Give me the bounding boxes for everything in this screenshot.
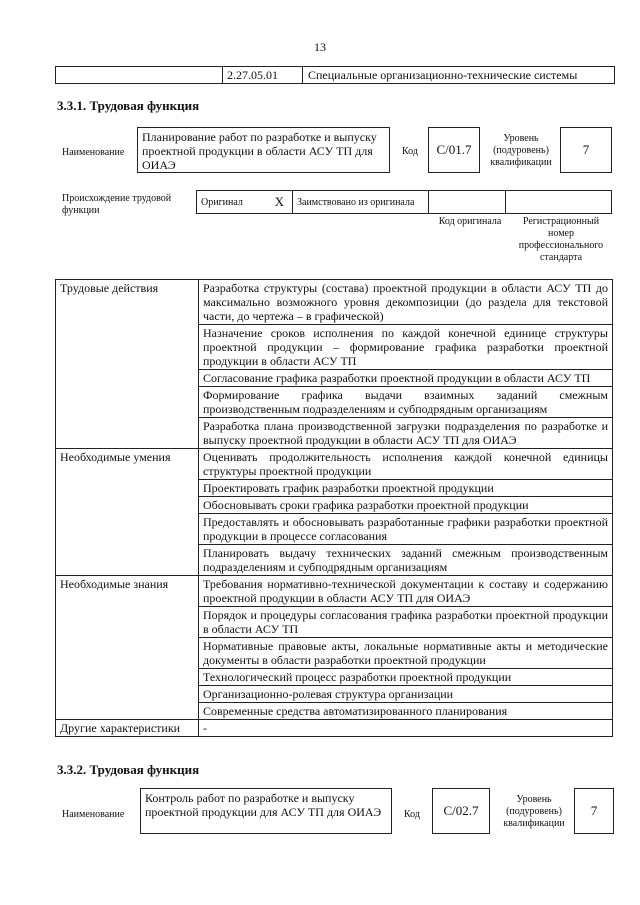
section-heading-2: 3.3.2. Трудовая функция <box>57 762 200 777</box>
labor-action-item: Назначение сроков исполнения по каждой конечной единице структуры проектной продукции – формирование графика разработки проектной продукции в области АСУ ТП <box>199 325 613 370</box>
knowledge-item: Нормативные правовые акты, локальные нормативные акты и методические документы в области разработки проектной продукции <box>199 638 613 669</box>
original-label: Оригинал <box>201 196 243 208</box>
skill-item: Оценивать продолжительность исполнения каждой конечной единицы структуры проектной продукции <box>199 449 613 480</box>
name-label-1: Наименование <box>62 147 125 158</box>
labor-action-item: Согласование графика разработки проектной продукции в области АСУ ТП <box>199 370 613 387</box>
knowledge-item: Порядок и процедуры согласования графика разработки проектной продукции в области АСУ ТП <box>199 607 613 638</box>
skills-label: Необходимые умения <box>56 449 199 576</box>
knowledge-item: Организационно-ролевая структура организации <box>199 686 613 703</box>
other-value: - <box>199 720 613 737</box>
skill-item: Проектировать график разработки проектной продукции <box>199 480 613 497</box>
header-strip <box>55 66 615 84</box>
borrowed-label: Заимствовано из оригинала <box>293 191 429 213</box>
labor-actions-label: Трудовые действия <box>56 280 199 449</box>
code-label-1: Код <box>402 146 418 157</box>
name-value-1: Планирование работ по разработке и выпуску проектной продукции в области АСУ ТП для ОИАЭ <box>137 127 390 173</box>
code-label-2: Код <box>404 809 420 820</box>
other-label: Другие характеристики <box>56 720 199 737</box>
header-title: Специальные организационно-технические системы <box>308 68 578 82</box>
origin-box <box>196 190 612 214</box>
code-original-cell <box>429 191 506 213</box>
code-value-1: C/01.7 <box>428 127 480 173</box>
knowledge-item: Требования нормативно-технической документации к составу и содержанию проектной продукции в области АСУ ТП для ОИАЭ <box>199 576 613 607</box>
labor-action-item: Разработка плана производственной загрузки подразделения по разработке и выпуску проектной продукции в области АСУ ТП для ОИАЭ <box>199 418 613 449</box>
original-cell <box>197 191 293 213</box>
labor-action-item: Разработка структуры (состава) проектной продукции в области АСУ ТП до максимально возможного уровня декомпозиции (до раздела для текстовой части, до чертежа – в графической) <box>199 280 613 325</box>
knowledge-label: Необходимые знания <box>56 576 199 720</box>
knowledge-item: Технологический процесс разработки проектной продукции <box>199 669 613 686</box>
code-value-2: C/02.7 <box>432 788 490 834</box>
name-label-2: Наименование <box>62 809 125 820</box>
knowledge-item: Современные средства автоматизированного планирования <box>199 703 613 720</box>
original-mark: X <box>274 194 284 209</box>
header-code: 2.27.05.01 <box>223 67 303 83</box>
level-label-1: Уровень (подуровень) квалификации <box>490 133 552 168</box>
labor-action-item: Формирование графика выдачи взаимных заданий смежным производственным подразделениям и субподрядным организациям <box>199 387 613 418</box>
function-table <box>55 279 613 737</box>
section-heading-1: 3.3.1. Трудовая функция <box>57 98 200 113</box>
skill-item: Обосновывать сроки графика разработки проектной продукции <box>199 497 613 514</box>
reg-number-cell <box>506 191 611 213</box>
reg-number-label: Регистрационный номер профессионального стандарта <box>518 216 604 263</box>
code-original-label: Код оригинала <box>438 216 502 227</box>
skill-item: Планировать выдачу технических заданий смежным производственным подразделениям и субподрядным организациям <box>199 545 613 576</box>
level-value-2: 7 <box>574 788 614 834</box>
level-value-1: 7 <box>560 127 612 173</box>
level-label-2: Уровень (подуровень) квалификации <box>503 794 565 829</box>
page-number: 13 <box>314 40 326 54</box>
origin-label: Происхождение трудовой функции <box>62 193 172 216</box>
skill-item: Предоставлять и обосновывать разработанные графики разработки проектной продукции в процессе согласования <box>199 514 613 545</box>
header-empty-cell <box>56 67 223 83</box>
name-value-2: Контроль работ по разработке и выпуску проектной продукции для АСУ ТП для ОИАЭ <box>140 788 392 834</box>
